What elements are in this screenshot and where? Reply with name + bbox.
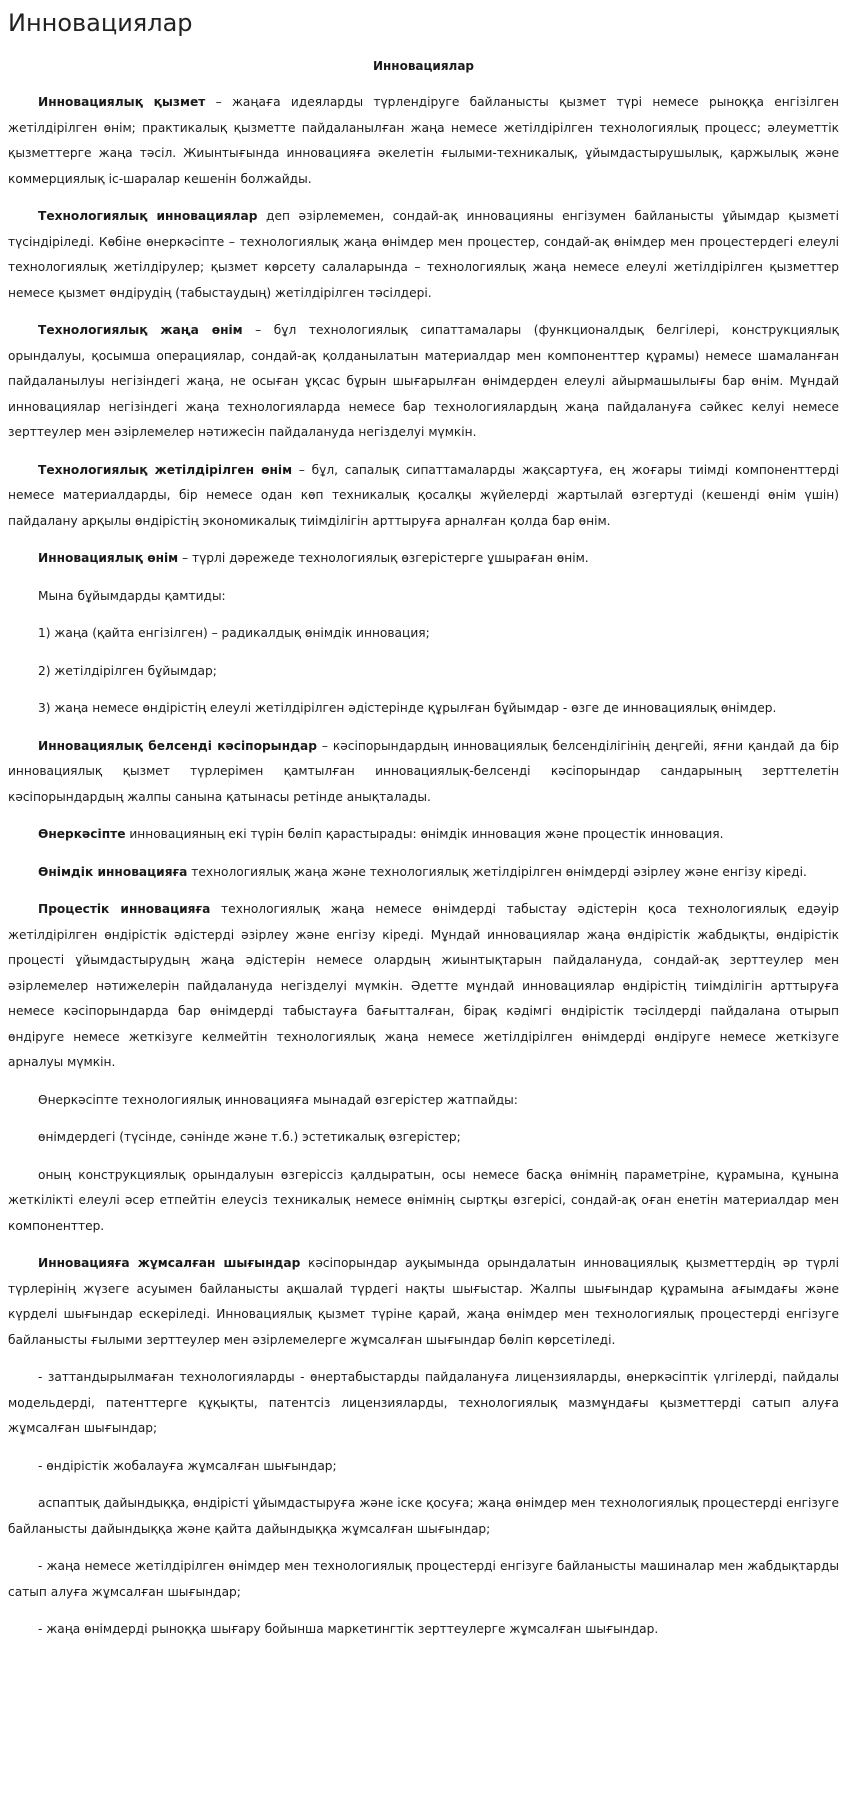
paragraph-text: 2) жетілдірілген бұйымдар; bbox=[38, 663, 217, 678]
list-item bbox=[8, 659, 839, 685]
paragraph-text: - жаңа немесе жетілдірілген өнімдер мен технологиялық процестерді енгізуге байланысты машиналар мен жабдықтарды сатып алуға жұмсалған шығындар; bbox=[8, 1559, 839, 1599]
paragraph bbox=[8, 860, 839, 886]
paragraph-text: 3) жаңа немесе өндірістің елеулі жетілдірілген әдістерінде құрылған бұйымдар - өзге де инновациялық өнімдер. bbox=[38, 701, 777, 715]
term: Технологиялық инновациялар bbox=[38, 209, 258, 223]
list-item bbox=[8, 621, 839, 647]
paragraph bbox=[8, 1163, 839, 1240]
document-body bbox=[8, 90, 839, 1643]
paragraph-text: – түрлі дәрежеде технологиялық өзгерістерге ұшыраған өнім. bbox=[178, 551, 589, 565]
term: Технологиялық жаңа өнім bbox=[38, 323, 243, 337]
term: Өнімдік инновацияға bbox=[38, 864, 188, 879]
paragraph bbox=[8, 204, 839, 306]
paragraph-text: - заттандырылмаған технологияларды - өнертабыстарды пайдалануға лицензияларды, өнеркәсіптік үлгілерді, пайдалы модельдерді, патенттерге құқықты, патентсіз лицензияларды, технологиялық мазмұндағы қызметтерді сатып алуға жұмсалған шығындар; bbox=[8, 1370, 839, 1435]
paragraph-text: - өндірістік жобалауға жұмсалған шығындар; bbox=[38, 1458, 337, 1473]
paragraph-text: деп әзірлемемен, сондай-ақ инновацияны енгізумен байланысты ұйымдар қызметі түсіндіріледі. Көбіне өнеркәсіпте – технологиялық жаңа өнімдер мен процестер, сондай-ақ өнімдер мен процестердегі елеулі технологиялық жетілдірулер; қызмет көрсету салаларында – технологиялық жаңа немесе елеулі жетілдірілген қызметтер немесе қызмет өндірудің (табыстаудың) жетілдірілген тәсілдері. bbox=[8, 209, 839, 300]
paragraph bbox=[8, 546, 839, 572]
paragraph-text: өнімдердегі (түсінде, сәнінде және т.б.) эстетикалық өзгерістер; bbox=[38, 1130, 461, 1144]
paragraph-text: – бұл, сапалық сипаттамаларды жақсартуға, ең жоғары тиімді компоненттерді немесе материалдарды, бір немесе одан көп техникалық қосалқы жүйелерді жартылай өзгертуді (кешенді өнім үшін) пайдалану арқылы өндірістің экономикалық тиімділігін арттыруға арналған қолда бар өнім. bbox=[8, 462, 840, 528]
document-subtitle: Инновациялар bbox=[372, 59, 475, 73]
paragraph bbox=[8, 1251, 839, 1353]
term: Өнеркәсіпте bbox=[38, 827, 126, 841]
paragraph-text: оның конструкциялық орындалуын өзгеріссіз қалдыратын, осы немесе басқа өнімнің параметріне, құрамына, құнына жеткілікті елеулі әсер етпейтін елеусіз техникалық немесе өнімнің сыртқы өзгерісі, сондай-ақ оған енетін материалдар мен компоненттер. bbox=[8, 1167, 839, 1233]
paragraph bbox=[8, 90, 839, 192]
paragraph-text: – бұл технологиялық сипаттамалары (функционалдық белгілері, конструкциялық орындалуы, қосымша операциялар, сондай-ақ қолданылатын материалдар мен компоненттер құрамы) немесе шамаланған пайдаланылуы негізіндегі жаңа, не осыған ұқсас бұрын шығарылған өнімдерден елеулі айырмашылығы бар өнім. Мұндай инновациялар негізіндегі жаңа технологияларда немесе бар технологиялардың жаңа пайдалануға сәйкес келуі немесе зерттеулер мен әзірлемелер нәтижесін пайдалануда негізделуі мүмкін. bbox=[8, 323, 839, 439]
term: Инновациялық қызмет bbox=[38, 95, 206, 109]
paragraph-text: технологиялық жаңа және технологиялық жетілдірілген өнімдерді әзірлеу және енгізу кіреді. bbox=[187, 864, 807, 879]
paragraph-text: - жаңа өнімдерді рыноққа шығару бойынша маркетингтік зерттеулерге жұмсалған шығындар. bbox=[38, 1622, 659, 1636]
paragraph bbox=[8, 458, 839, 535]
paragraph-text: – жаңаға идеяларды түрлендіруге байланысты қызмет түрі немесе рыноққа енгізілген жетілдірілген өнім; практикалық қызметте пайдаланылған жаңа немесе жетілдірілген технологиялық процесс; әлеуметтік қызметтерге жаңа тәсіл. Жиынтығында инновацияға әкелетін ғылыми-техникалық, ұйымдастырушылық, қаржылық және коммерциялық іс-шаралар кешенін болжайды. bbox=[8, 95, 839, 186]
list-item bbox=[8, 1454, 839, 1480]
list-item bbox=[8, 696, 839, 722]
list-item bbox=[8, 1491, 839, 1542]
paragraph bbox=[8, 318, 839, 446]
list-item bbox=[8, 1617, 839, 1643]
list-item bbox=[8, 1365, 839, 1442]
paragraph-text: технологиялық жаңа немесе өнімдерді табыстау әдістерін қоса технологиялық едәуір жетілдірілген өндірістік әдістерді әзірлеу және енгізу кіреді. Мұндай инновациялар жаңа өндірістік жабдықты, өндірістік процесті ұйымдастырудың жаңа әдістерін немесе олардың жиынтықтарын пайдалануда, сондай-ақ зерттеулер мен әзірлемелер нәтижелерін пайдалануда негізделуі мүмкін. Әдетте мұндай инновациялар өндірістің тиімділігін арттыруға немесе кәсіпорындарда бар өнімдерді табыстауға бағытталған, бірақ кәдімгі өндірістік тәсілдерді пайдалана отырып өндіруге немесе жеткізуге келмейтін технологиялық жаңа немесе жетілдірілген өнімдерді өндіруге немесе жеткізуге арналуы мүмкін. bbox=[8, 902, 839, 1069]
paragraph bbox=[8, 1088, 839, 1114]
term: Процестік инновацияға bbox=[38, 902, 211, 916]
term: Инновацияға жұмсалған шығындар bbox=[38, 1256, 301, 1270]
paragraph-text: кәсіпорындар ауқымында орындалатын инновациялық қызметтердің әр түрлі түрлерінің жүзеге асуымен байланысты ақшалай түрдегі нақты шығыстар. Жалпы шығындар құрамына ағымдағы және күрделі шығындар ескеріледі. Инновациялық қызмет түріне қарай, жаңа өнімдер мен технологиялық процестерді енгізуге байланысты ғылыми зерттеулер мен әзірлемелерге жұмсалған шығындар бөліп көрсетіледі. bbox=[8, 1256, 839, 1347]
term: Технологиялық жетілдірілген өнім bbox=[38, 462, 293, 477]
paragraph bbox=[8, 584, 839, 610]
term: Инновациялық белсенді кәсіпорындар bbox=[38, 738, 317, 753]
paragraph-text: Мына бұйымдарды қамтиды: bbox=[38, 588, 226, 603]
paragraph-text: инновацияның екі түрін бөліп қарастырады: өнімдік инновация және процестік инновация. bbox=[125, 827, 724, 841]
paragraph-text: Өнеркәсіпте технологиялық инновацияға мынадай өзгерістер жатпайды: bbox=[38, 1092, 518, 1107]
paragraph-text: 1) жаңа (қайта енгізілген) – радикалдық өнімдік инновация; bbox=[38, 626, 430, 640]
paragraph bbox=[8, 822, 839, 848]
paragraph-text: – кәсіпорындардың инновациялық белсенділігінің деңгейі, яғни қандай да бір инновациялық қызмет түрлерімен қамтылған инновациялық-белсенді кәсіпорындар сандарының зерттелетін кәсіпорындардың жалпы санына қатынасы ретінде анықталады. bbox=[8, 738, 840, 804]
paragraph bbox=[8, 734, 839, 811]
paragraph bbox=[8, 897, 839, 1076]
paragraph bbox=[8, 1125, 839, 1151]
list-item bbox=[8, 1554, 839, 1605]
page-title: Инновациялар bbox=[8, 9, 193, 37]
paragraph-text: аспаптық дайындыққа, өндірісті ұйымдастыруға және іске қосуға; жаңа өнімдер мен технологиялық процестерді енгізуге байланысты дайындыққа және қайта дайындыққа жұмсалған шығындар; bbox=[8, 1496, 839, 1536]
term: Инновациялық өнім bbox=[38, 551, 179, 565]
